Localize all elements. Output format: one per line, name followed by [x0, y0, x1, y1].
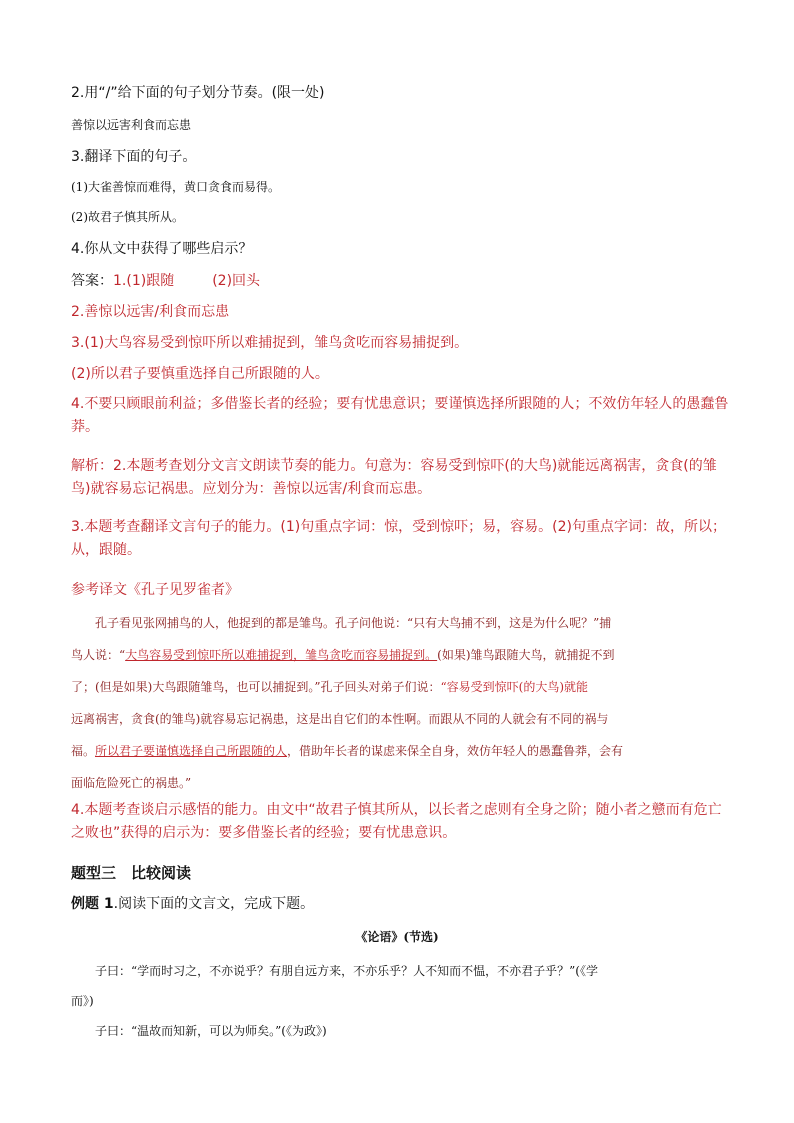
- translation-line-3: 了；(但是如果)大鸟跟随雏鸟，也可以捕捉到。”孔子回头对弟子们说：“容易受到惊吓(的大鸟)就能: [71, 680, 589, 694]
- question-2-sentence: 善惊以远害利食而忘患: [71, 118, 192, 132]
- section-title: 题型三 比较阅读: [71, 864, 192, 882]
- answer-1b: (2)回头: [212, 273, 261, 289]
- translation-highlight-3: 所以君子要谨慎选择自己所跟随的人: [95, 744, 288, 758]
- translation-line-1: 孔子看见张网捕鸟的人，他捉到的都是雏鸟。孔子问他说：“只有大鸟捕不到，这是为什么呢？”捕: [95, 616, 612, 630]
- answer-1: [71, 270, 731, 290]
- question-3: 3.翻译下面的句子。: [71, 149, 197, 165]
- question-3-item-1: (1)大雀善惊而难得，黄口贪食而易得。: [71, 180, 280, 194]
- question-2: 2.用“/”给下面的句子划分节奏。(限一处): [71, 85, 325, 101]
- translation-highlight-2: “容易受到惊吓(的大鸟)就能: [440, 680, 589, 694]
- translation-line-5: 福。所以君子要谨慎选择自己所跟随的人，借助年长者的谋虑来保全自身，效仿年轻人的愚蠢鲁莽，会有: [71, 744, 624, 758]
- analysis-3: 3.本题考查翻译文言句子的能力。(1)句重点字词：惊，受到惊吓；易，容易。(2)句重点字词：故，所以；从，跟随。: [71, 519, 727, 558]
- example-label: 例题 1: [71, 896, 114, 912]
- translation-line-6: 面临危险死亡的祸患。”: [71, 776, 192, 790]
- question-4: 4.你从文中获得了哪些启示？: [71, 241, 253, 257]
- analysis-4: 4.本题考查谈启示感悟的能力。由文中“故君子慎其所从，以长者之虑则有全身之阶；随小者之戆而有危亡之败也”获得的启示为：要多借鉴长者的经验；要有忧患意识。: [71, 802, 722, 841]
- lunyu-line-2: 子曰：“温故而知新，可以为师矣。”(《为政》): [95, 1024, 327, 1038]
- reference-translation-title: 参考译文《孔子见罗雀者》: [71, 582, 239, 598]
- translation-highlight-1: 大鸟容易受到惊吓所以难捕捉到，雏鸟贪吃而容易捕捉到。: [125, 648, 438, 662]
- lunyu-line-1: 子曰：“学而时习之，不亦说乎？有朋自远方来，不亦乐乎？人不知而不愠，不亦君子乎？”(《学: [95, 964, 598, 978]
- translation-line-2: 鸟人说：“大鸟容易受到惊吓所以难捕捉到，雏鸟贪吃而容易捕捉到。(如果)雏鸟跟随大鸟，就捕捉不到: [71, 648, 615, 662]
- lunyu-line-1b: 而》): [71, 994, 94, 1008]
- answer-3-2: (2)所以君子要慎重选择自己所跟随的人。: [71, 366, 329, 382]
- analysis-2: 解析：2.本题考查划分文言文朗读节奏的能力。句意为：容易受到惊吓(的大鸟)就能远离祸害，贪食(的雏鸟)就容易忘记祸患。应划分为：善惊以远害/利食而忘患。: [71, 458, 717, 497]
- answer-label: 答案：: [71, 273, 113, 289]
- lunyu-title: 《论语》(节选): [355, 930, 439, 944]
- answer-1a: 1.(1)跟随: [113, 273, 175, 289]
- translation-line-4: 远离祸害，贪食(的雏鸟)就容易忘记祸患，这是出自它们的本性啊。而跟从不同的人就会有不同的祸与: [71, 712, 609, 726]
- question-3-item-2: (2)故君子慎其所从。: [71, 210, 184, 224]
- answer-3-1: 3.(1)大鸟容易受到惊吓所以难捕捉到，雏鸟贪吃而容易捕捉到。: [71, 335, 469, 351]
- example-1: 例题 1.阅读下面的文言文，完成下题。: [71, 896, 315, 912]
- answer-2: 2.善惊以远害/利食而忘患: [71, 304, 230, 320]
- answer-4: 4.不要只顾眼前利益；多借鉴长者的经验；要有忧患意识；要谨慎选择所跟随的人；不效仿年轻人的愚蠢鲁莽。: [71, 396, 729, 435]
